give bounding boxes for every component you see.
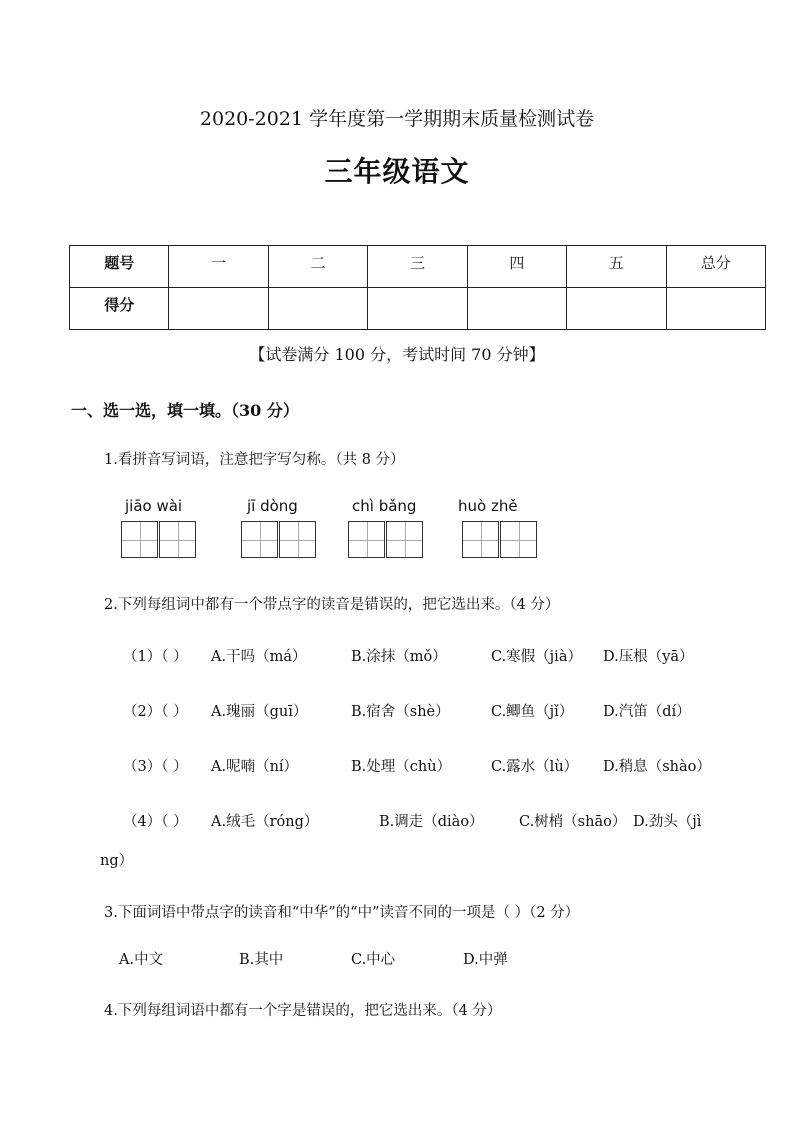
q2-option-b: B.调走（diào） [379,814,484,830]
q2-row-number: （1）（ ） [123,649,188,665]
subject-title: 三年级语文 [324,155,470,188]
q2-option-d: D.稍息（shào） [603,759,711,775]
q2-option-c: C.树梢（shāo） [519,814,627,830]
score-table [69,245,766,330]
writing-box[interactable] [462,521,499,558]
exam-title: 2020-2021 学年度第一学期期末质量检测试卷 [199,108,595,130]
score-cell-blank[interactable] [567,288,666,330]
writing-box[interactable] [500,521,537,558]
q2-option-b: B.宿舍（shè） [351,704,450,720]
q2-option-c: C.鲫鱼（jǐ） [491,704,574,720]
score-cell-blank[interactable] [268,288,367,330]
score-cell-header: 总分 [666,246,765,288]
score-cell-blank[interactable] [368,288,467,330]
pinyin-label: jī dòng [247,497,298,515]
writing-box[interactable] [386,521,423,558]
question-2-text: 2.下列每组词中都有一个带点字的读音是错误的，把它选出来。（4 分） [104,597,560,613]
q2-option-a: A.干吗（má） [211,649,307,665]
score-cell-blank[interactable] [169,288,268,330]
question-3-text: 3.下面词语中带点字的读音和“中华”的“中”读音不同的一项是（ ）（2 分） [104,905,580,921]
q3-option-a: A.中文 [119,952,164,968]
q2-option-a: A.绒毛（róng） [211,814,319,830]
score-cell-blank[interactable] [666,288,765,330]
score-table-score-row [70,288,766,330]
score-cell-blank[interactable] [467,288,566,330]
score-cell-label: 得分 [70,288,169,330]
q2-option-c: C.寒假（jià） [491,649,582,665]
q3-option-c: C.中心 [351,952,396,968]
q3-option-d: D.中弹 [463,952,508,968]
exam-note: 【试卷满分 100 分，考试时间 70 分钟】 [249,345,545,364]
writing-box[interactable] [241,521,278,558]
q2-option-b: B.处理（chù） [351,759,452,775]
q2-row-number: （4）（ ） [123,814,188,830]
score-cell-label: 题号 [70,246,169,288]
q2-row-number: （2）（ ） [123,704,188,720]
question-4-text: 4.下列每组词语中都有一个字是错误的，把它选出来。（4 分） [104,1003,502,1019]
q2-option-a: A.呢喃（ní） [211,759,299,775]
q2-option-b: B.涂抹（mǒ） [351,649,447,665]
writing-box[interactable] [121,521,158,558]
score-cell-header: 四 [467,246,566,288]
writing-box[interactable] [159,521,196,558]
score-table-header-row [70,246,766,288]
pinyin-label: jiāo wài [125,497,183,515]
score-cell-header: 二 [268,246,367,288]
q2-option-c: C.露水（lù） [491,759,579,775]
score-cell-header: 五 [567,246,666,288]
writing-box[interactable] [279,521,316,558]
q2-option-d: D.汽笛（dí） [603,704,691,720]
q3-option-b: B.其中 [239,952,284,968]
q2-option-d: D.劲头（jì [633,814,702,830]
score-cell-header: 一 [169,246,268,288]
section-heading: 一、选一选，填一填。（30 分） [71,401,299,420]
writing-box[interactable] [348,521,385,558]
question-1-text: 1.看拼音写词语，注意把字写匀称。（共 8 分） [104,452,405,468]
q2-option-a: A.瑰丽（guī） [211,704,308,720]
score-cell-header: 三 [368,246,467,288]
q2-row-number: （3）（ ） [123,759,188,775]
q2-wrap-text: ng） [100,853,134,869]
pinyin-label: chì bǎng [352,497,417,515]
q2-option-d: D.压根（yā） [603,649,694,665]
pinyin-label: huò zhě [458,497,518,515]
